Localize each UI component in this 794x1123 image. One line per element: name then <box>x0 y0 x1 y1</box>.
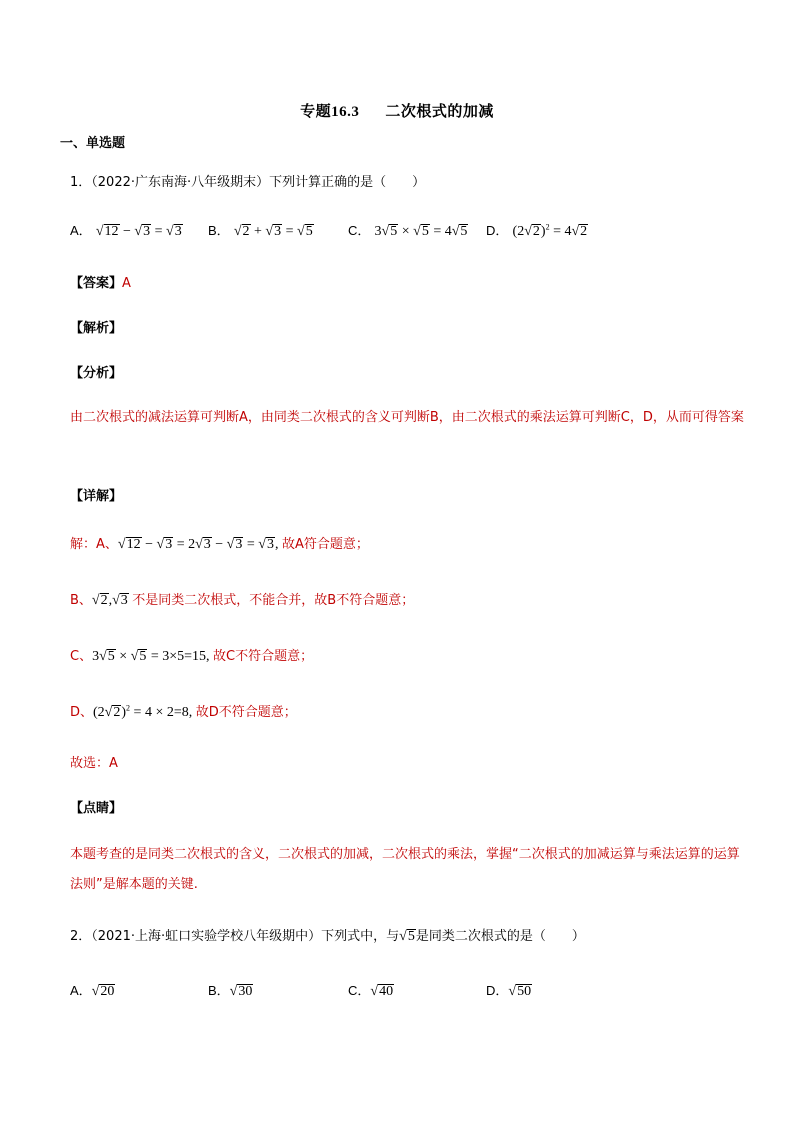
q1-option-b[interactable]: B． √2 + √3 = √5 <box>208 223 313 239</box>
q1-step-b: B、√2,√3 不是同类二次根式，不能合并，故B不符合题意； <box>70 593 415 608</box>
q2-stem-radical: √5 <box>399 929 415 944</box>
q1-fenxi-tag: 【分析】 <box>70 366 123 381</box>
q1-step-d-expr: $(2√2)^2 = 4 \times 2=8$, <box>93 703 196 720</box>
q1-option-b-expr: √2 + √3 = √5 <box>233 224 313 239</box>
q1-option-a-expr: √12 − √3 = √3 <box>95 224 182 239</box>
q1-step-b-expr: √2,√3 <box>91 593 128 608</box>
q1-dianjing-tag: 【点睛】 <box>70 801 123 816</box>
q1-step-d: D、$(2√2)^2 = 4 \times 2=8$, 故D不符合题意； <box>70 703 297 720</box>
q1-step-a: 解：A、√12 − √3 = 2√3 − √3 = √3, 故A符合题意； <box>70 537 369 552</box>
q1-dianjing-text: 本题考查的是同类二次根式的含义，二次根式的加减，二次根式的乘法，掌握“二次根式的加减运算与乘法运算的运算法则”是解本题的关键. <box>70 847 740 892</box>
q2-stem: 2．（2021·上海·虹口实验学校八年级期中）下列式中，与√5是同类二次根式的是（ ） <box>70 929 585 944</box>
q1-option-c-expr: 3√5 × √5 = 4√5 <box>374 224 468 239</box>
title-name: 二次根式的加减 <box>385 102 494 120</box>
q2-option-c[interactable]: C．√40 <box>348 983 394 999</box>
q2-option-d[interactable]: D．√50 <box>486 983 532 999</box>
q1-analysis-tag: 【解析】 <box>70 321 123 336</box>
q1-option-c[interactable]: C． 3√5 × √5 = 4√5 <box>348 223 468 239</box>
q2-option-b[interactable]: B．√30 <box>208 983 253 999</box>
page-title <box>0 100 794 121</box>
q1-stem: 1．（2022·广东南海·八年级期末）下列计算正确的是（ ） <box>70 175 426 190</box>
q2-options <box>0 980 794 1004</box>
q1-step-c: C、3√5 × √5 = 3×5=15, 故C不符合题意； <box>70 649 314 664</box>
q1-choice: 故选：A <box>70 756 118 771</box>
q1-answer: 【答案】A <box>70 276 131 291</box>
q1-options <box>0 220 794 244</box>
title-number: 16.3 <box>331 104 360 120</box>
section-heading: 一、单选题 <box>60 136 126 151</box>
q2-option-a[interactable]: A．√20 <box>70 983 115 999</box>
title-prefix: 专题 <box>300 102 332 120</box>
q1-option-d-expr: $(2√2)^2 = 4√2$ <box>512 222 588 239</box>
q1-answer-value: A <box>122 276 131 291</box>
q1-option-d[interactable]: D． $(2√2)^2 = 4√2$ <box>486 222 588 239</box>
q1-step-c-expr: 3√5 × √5 = 3×5=15, <box>92 649 214 664</box>
q1-step-a-expr: √12 − √3 = 2√3 − √3 = √3, <box>117 537 282 552</box>
q1-option-a[interactable]: A． √12 − √3 = √3 <box>70 223 182 239</box>
q1-fenxi-text: 由二次根式的减法运算可判断A，由同类二次根式的含义可判断B，由二次根式的乘法运算可判断C，D，从而可得答案 <box>70 410 744 425</box>
q1-xiangjie-tag: 【详解】 <box>70 489 123 504</box>
